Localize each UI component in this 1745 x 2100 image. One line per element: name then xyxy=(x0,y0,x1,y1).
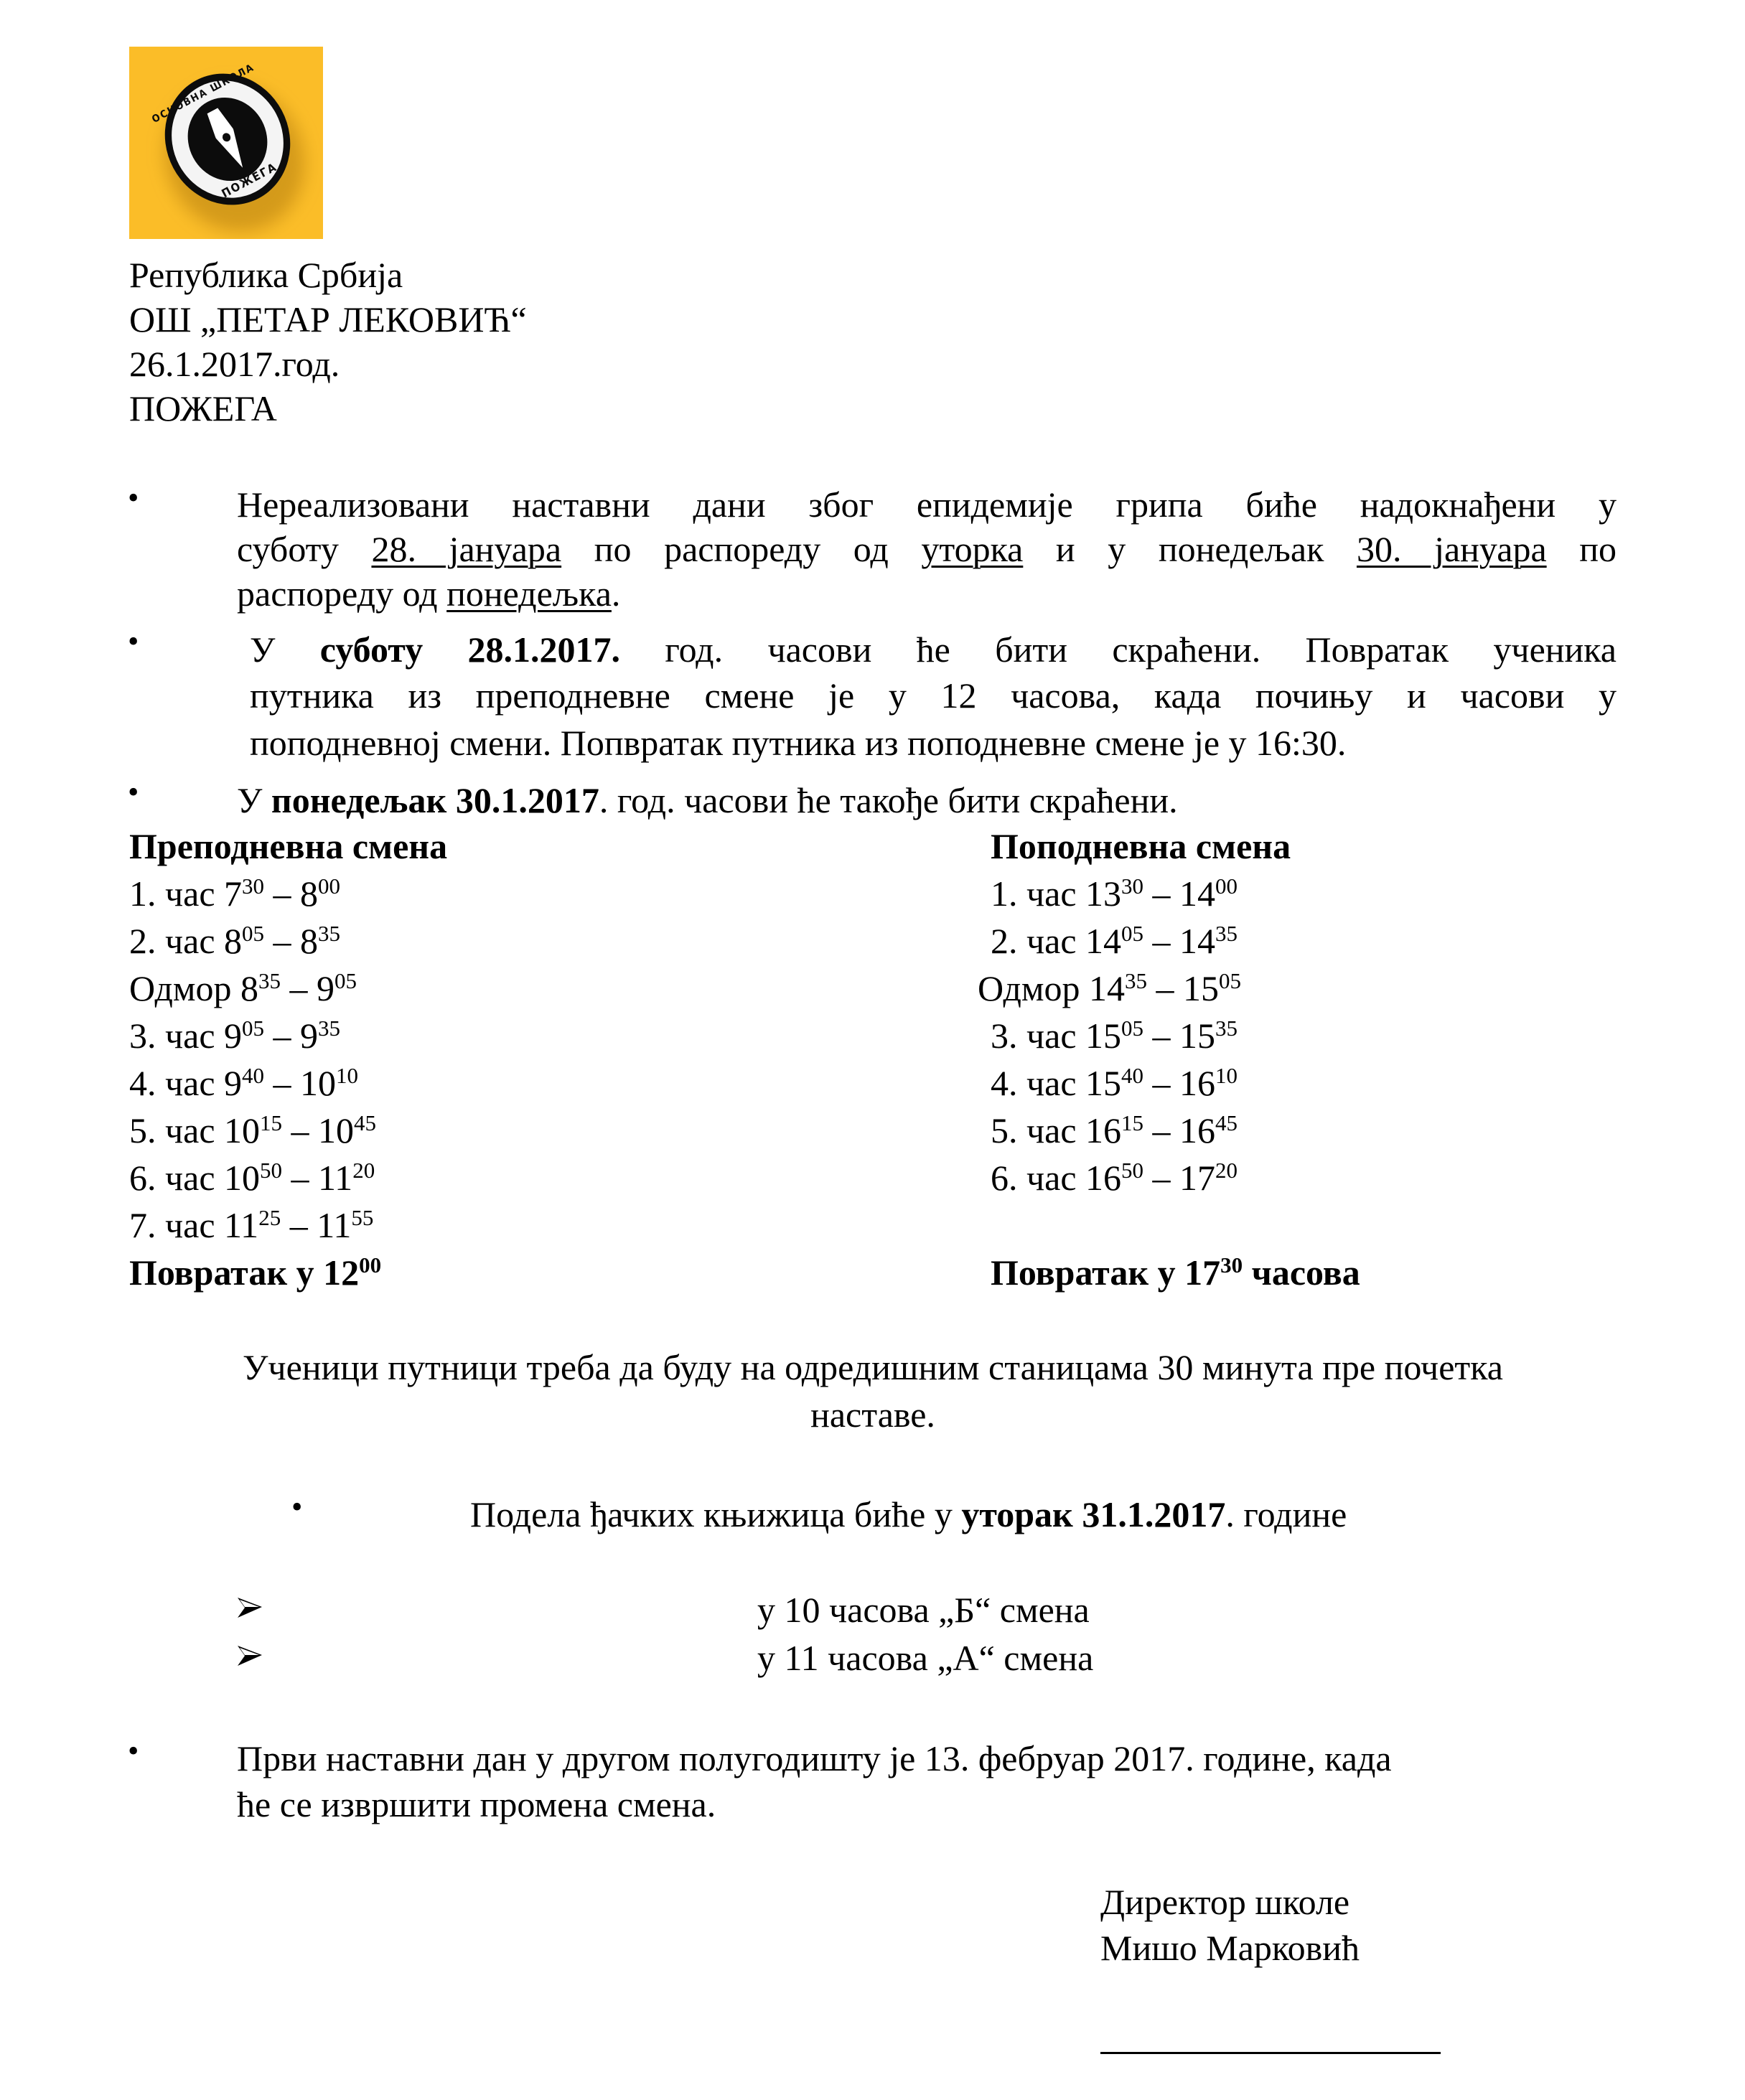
morning-return-time: Повратак у $12^{00}$ xyxy=(129,1252,382,1293)
schedule-row: 5. час $10^{15} - 10^{45}$ xyxy=(129,1110,377,1150)
report-card-shift-b: у 10 часова „Б“ смена xyxy=(757,1590,1090,1630)
bullet-2-line-2: путника из преподневне смене је у 12 часова, када почињу и часови у xyxy=(250,675,1617,716)
commuter-notice xyxy=(129,1349,1617,1433)
date-jan-30: 30. јануара xyxy=(1356,529,1547,569)
schedule-row: 5. час $16^{15} - 16^{45}$ xyxy=(991,1110,1238,1150)
report-card-shift-a: у 11 часова „А“ смена xyxy=(757,1638,1094,1678)
bullet-icon: • xyxy=(128,1733,139,1768)
schedule-row: 2. час $8^{05} - 8^{35}$ xyxy=(129,920,341,961)
signature-title: Директор школе xyxy=(1100,1882,1350,1922)
schedule-row: 3. час $9^{05} - 9^{35}$ xyxy=(129,1015,341,1056)
morning-shift-title: Преподневна смена xyxy=(129,826,448,866)
logo-bottom-text: ПОЖЕГА xyxy=(219,159,280,201)
bullet-1-line-3: распореду од понедељка. xyxy=(237,573,621,614)
arrowhead-bullet-icon xyxy=(238,1645,262,1667)
bullet-icon: • xyxy=(128,774,139,810)
schedule-row: 3. час $15^{05} - 15^{35}$ xyxy=(991,1015,1238,1056)
schedule-row: 2. час $14^{05} - 14^{35}$ xyxy=(991,920,1238,961)
schedule-row: 1. час $13^{30} - 14^{00}$ xyxy=(991,873,1238,914)
date-jan-28: 28. јануара xyxy=(371,529,562,569)
bullet-1-line-2: суботу 28. јануара по распореду од уторка и у понедељак 30. јануара по xyxy=(237,529,1617,569)
schedule-row: 1. час $7^{30} - 8^{00}$ xyxy=(129,873,341,914)
header-date: 26.1.2017.год. xyxy=(129,344,340,384)
final-bullet-line-2: ће се извршити промена смена. xyxy=(237,1784,716,1824)
bullet-2-line-1: У суботу 28.1.2017. год. часови ће бити скраћени. Повратак ученика xyxy=(250,629,1617,670)
commuter-notice-line-2: наставе. xyxy=(810,1394,935,1435)
logo-top-text: ОСНОВНА ШКОЛА xyxy=(150,62,257,126)
arrowhead-bullet-icon xyxy=(238,1597,262,1618)
header-country: Република Србија xyxy=(129,255,403,295)
header-city: ПОЖЕГА xyxy=(129,388,277,428)
afternoon-schedule-list xyxy=(978,873,1360,1302)
schedule-row: 4. час $15^{40} - 16^{10}$ xyxy=(991,1062,1238,1103)
morning-schedule-list xyxy=(129,873,382,1302)
final-bullet-line-1: Први наставни дан у другом полугодишту је 13. фебруар 2017. године, када xyxy=(237,1738,1392,1778)
bullet-icon: • xyxy=(291,1489,303,1524)
schedule-row: 7. час $11^{25} - 11^{55}$ xyxy=(129,1204,374,1245)
signature-name: Мишо Марковић xyxy=(1100,1928,1360,1968)
final-bullet-paragraph xyxy=(237,1740,1392,1822)
signature-line xyxy=(1100,2052,1441,2054)
bullet-2-line-3: поподневној смени. Попвратак путника из поподневне смене је у 16:30. xyxy=(250,723,1347,763)
schedule-row: 6. час $10^{50} - 11^{20}$ xyxy=(129,1157,375,1198)
schedule-row: Одмор $8^{35} - 9^{05}$ xyxy=(129,967,357,1008)
bullet-1-line-1: Нереализовани настaвни дани због епидемије грипа биће надокнађени у xyxy=(237,484,1617,525)
bullet-1-paragraph xyxy=(237,484,1617,614)
bullet-icon: • xyxy=(128,624,139,659)
afternoon-return-time: Повратак у $17^{30}$ часова xyxy=(991,1252,1360,1293)
day-monday: понедељка xyxy=(446,573,612,614)
bullet-3-line: У понедељак 30.1.2017. год. часови ће такође бити скраћени. xyxy=(237,780,1178,820)
bullet-icon: • xyxy=(128,480,139,515)
header-school: ОШ „ПЕТАР ЛЕКОВИЋ“ xyxy=(129,299,527,339)
commuter-notice-line-1: Ученици путници треба да буду на одредишним станицама 30 минута пре почетка xyxy=(243,1347,1503,1387)
day-tuesday: уторка xyxy=(921,529,1024,569)
bullet-2-paragraph xyxy=(250,629,1617,763)
report-card-distribution: Подела ђачких књижица биће у уторак 31.1.2017. године xyxy=(470,1494,1347,1534)
schedule-row: Одмор $14^{35} - 15^{05}$ xyxy=(978,967,1242,1008)
school-logo xyxy=(129,47,323,239)
afternoon-shift-title: Поподневна смена xyxy=(991,826,1291,866)
schedule-row: 4. час $9^{40} - 10^{10}$ xyxy=(129,1062,359,1103)
schedule-row: 6. час $16^{50} - 17^{20}$ xyxy=(991,1157,1238,1198)
